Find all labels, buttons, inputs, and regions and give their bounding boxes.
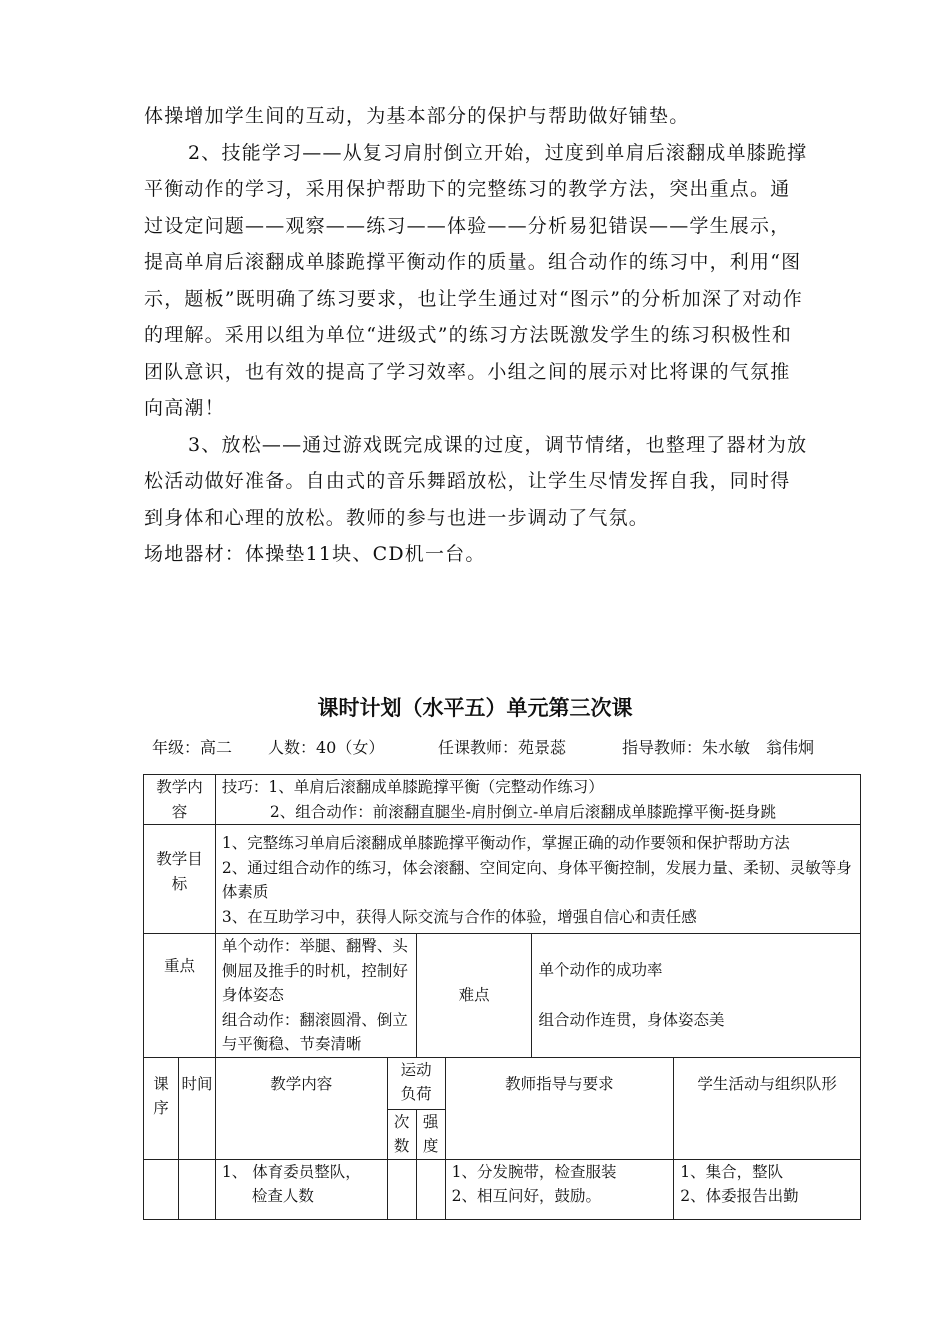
table-row [144,1159,861,1219]
count-cell [387,1159,416,1219]
goal-3: 3、在互助学习中，获得人际交流与合作的体验，增强自信心和责任感 [221,907,697,926]
header-intensity: 强度 [416,1109,445,1159]
paragraph-0: 体操增加学生间的互动，为基本部分的保护与帮助做好铺垫。 [144,105,690,127]
content-line-2: 2、组合动作：前滚翻直腿坐-肩肘倒立-单肩后滚翻成单膝跪撑平衡-挺身跳 [269,802,776,821]
body-text [144,98,808,573]
header-time: 时间 [178,1057,215,1159]
content-cell [215,775,860,825]
row-content-cell [215,1159,387,1219]
row-content-line-2: 检查人数 [251,1187,314,1205]
plan-title: 课时计划（水平五）单元第三次课 [317,696,633,720]
header-row [144,1057,861,1109]
goals-cell [215,825,860,934]
lesson-plan-table [143,774,861,1220]
order-cell [144,1159,179,1219]
header-content: 教学内容 [215,1057,387,1159]
paragraph-3: 场地器材：体操垫11块、CD机一台。 [144,543,486,565]
key-cell [215,934,416,1058]
intensity-cell [416,1159,445,1219]
header-count: 次数 [387,1109,416,1159]
time-cell [178,1159,215,1219]
header-guidance: 教师指导与要求 [445,1057,674,1159]
header-order: 课序 [144,1057,179,1159]
paragraph-2: 3、放松——通过游戏既完成课的过度，调节情绪，也整理了器材为放松活动做好准备。自由式的音乐舞蹈放松，让学生尽情发挥自我，同时得到身体和心理的放松。教师的参与也进一步调动了气氛。 [144,433,808,529]
goals-row [144,825,861,934]
goal-2: 2、通过组合动作的练习，体会滚翻、空间定向、身体平衡控制，发展力量、柔韧、灵敏等身体素质 [221,858,852,901]
students: 人数：40（女） [268,738,385,757]
activity-2: 2、体委报告出勤 [680,1187,799,1205]
header-activity: 学生活动与组织队形 [674,1057,861,1159]
row-content-line-1: 1、 体育委员整队， [221,1162,361,1181]
content-line-1: 技巧：1、单肩后滚翻成单膝跪撑平衡（完整动作练习） [221,778,604,796]
difficulty-label: 难点 [416,934,532,1058]
goal-1: 1、完整练习单肩后滚翻成单膝跪撑平衡动作，掌握正确的动作要领和保护帮助方法 [221,834,790,852]
guidance-1: 1、分发腕带，检查服装 [451,1162,617,1181]
key-single: 单个动作：举腿、翻臀、头侧屈及推手的时机，控制好身体姿态 [221,937,408,1004]
content-label: 教学内容 [144,775,216,825]
mentor: 指导教师：朱水敏 翁伟炯 [622,738,815,757]
row-activity-cell [674,1159,861,1219]
grade: 年级：高二 [152,738,233,757]
paragraph-1: 2、技能学习——从复习肩肘倒立开始，过度到单肩后滚翻成单膝跪撑平衡动作的学习，采用保护帮助下的完整练习的教学方法，突出重点。通过设定问题——观察——练习——体验——分析易犯错误——学生展示，提高单肩后滚翻成单膝跪撑平衡动作的质量。组合动作的练习中，利用“图示，题板”既明确了练习要求，也让学生通过对“图示”的分析加深了对动作的理解。采用以组为单位“进级式”的练习方法既激发学生的练习积极性和团队意识，也有效的提高了学习效率。小组之间的展示对比将课的气氛推向高潮！ [144,141,808,419]
difficulty-2: 组合动作连贯，身体姿态美 [538,1011,725,1030]
guidance-2: 2、相互问好，鼓励。 [451,1187,601,1205]
key-combo: 组合动作：翻滚圆滑、倒立与平衡稳、节奏清晰 [221,1010,408,1053]
key-row [144,934,861,1058]
activity-1: 1、集合，整队 [680,1162,784,1181]
difficulty-1: 单个动作的成功率 [538,960,663,979]
difficulty-cell [532,934,861,1058]
goals-label: 教学目标 [144,825,216,934]
content-row [144,775,861,825]
key-label: 重点 [144,934,216,1058]
teacher: 任课教师：苑景蕊 [438,738,567,757]
row-guidance-cell [445,1159,674,1219]
header-load: 运动负荷 [387,1057,445,1109]
